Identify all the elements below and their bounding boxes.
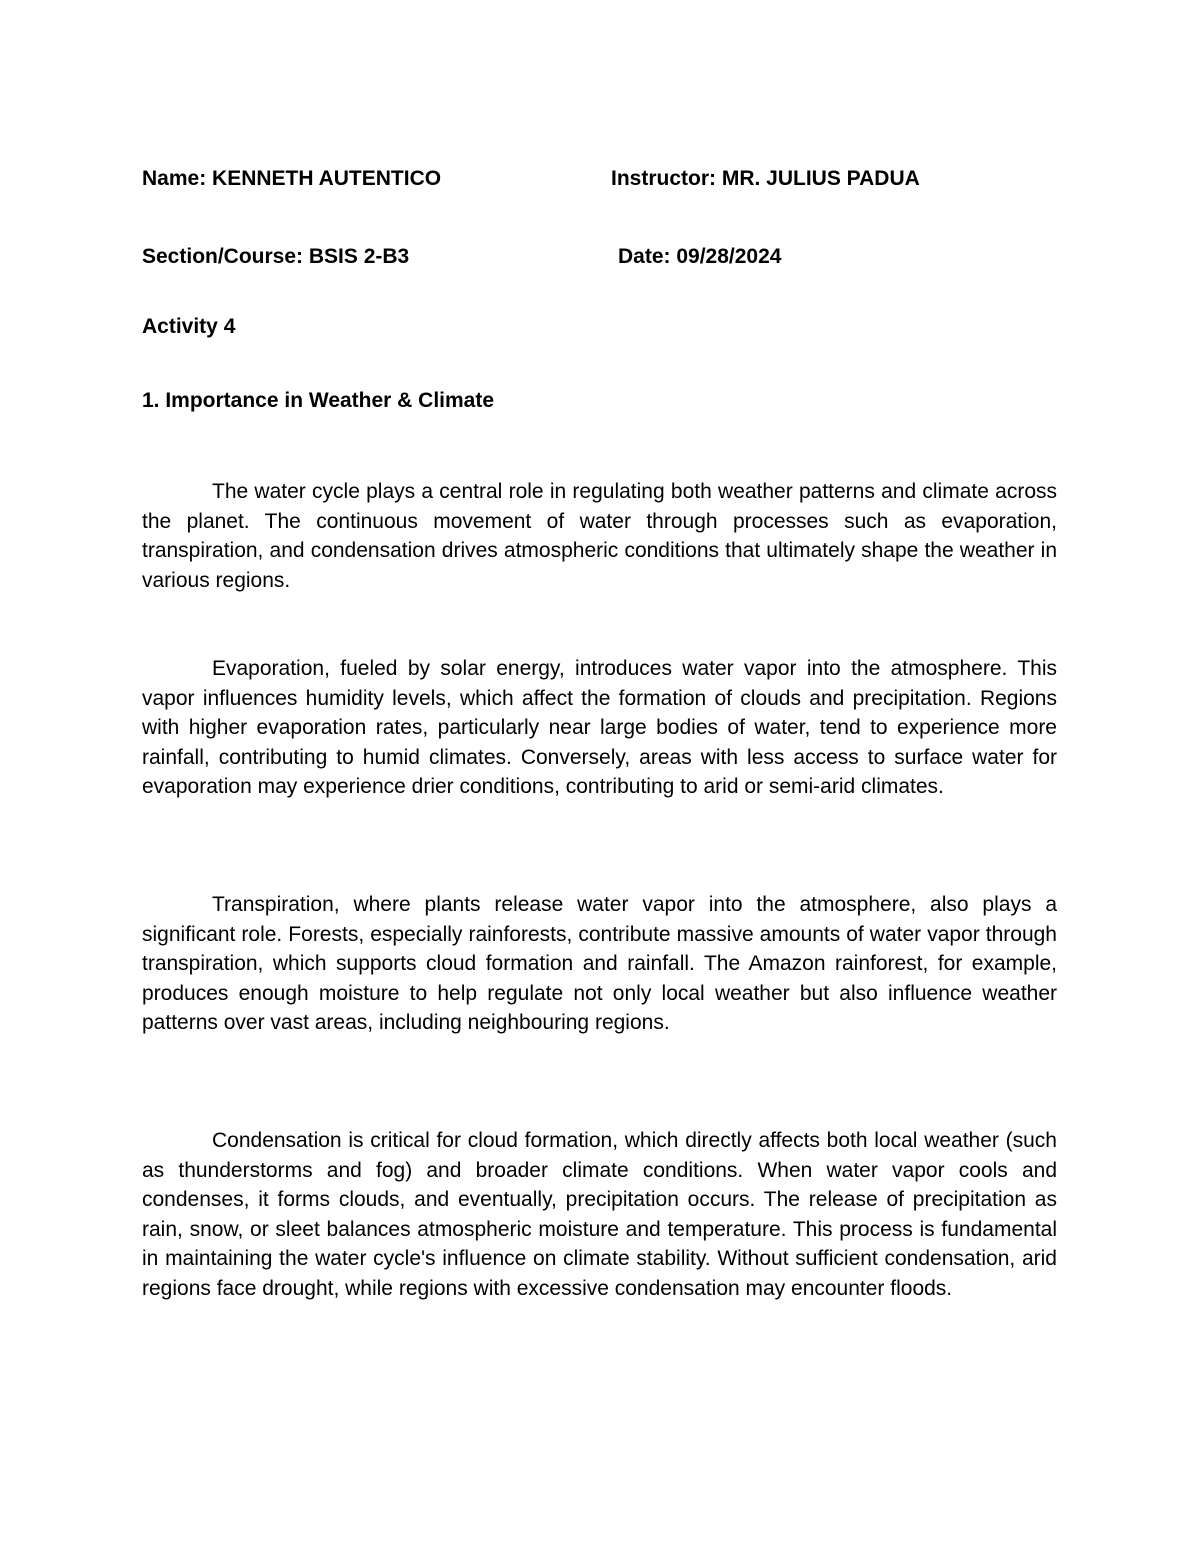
date-label: Date: xyxy=(618,245,671,268)
paragraph-water-cycle: The water cycle plays a central role in regulating both weather patterns and climate across the planet. The continuous movement of water through processes such as evaporation, transpiration, and condensation drives atmospheric conditions that ultimately shape the weather in various regions. xyxy=(142,480,1057,592)
paragraph-condensation: Condensation is critical for cloud formation, which directly affects both local weather (such as thunderstorms and fog) and broader climate conditions. When water vapor cools and condenses, it forms clouds, and eventually, precipitation occurs. The release of precipitation as rain, snow, or sleet balances atmospheric moisture and temperature. This process is fundamental in maintaining the water cycle's influence on climate stability. Without sufficient condensation, arid regions face drought, while regions with excessive condensation may encounter floods. xyxy=(142,1129,1057,1300)
instructor-label: Instructor: xyxy=(611,167,716,190)
instructor-value: MR. JULIUS PADUA xyxy=(721,167,920,190)
section-field xyxy=(142,245,409,269)
section-label: Section/Course: xyxy=(142,245,304,268)
instructor-field xyxy=(611,167,920,191)
name-value: KENNETH AUTENTICO xyxy=(212,167,442,190)
date-value: 09/28/2024 xyxy=(676,245,782,268)
paragraph-evaporation: Evaporation, fueled by solar energy, introduces water vapor into the atmosphere. This vapor influences humidity levels, which affect the formation of clouds and precipitation. Regions with higher evaporation rates, particularly near large bodies of water, tend to experience more rainfall, contributing to humid climates. Conversely, areas with less access to surface water for evaporation may experience drier conditions, contributing to arid or semi-arid climates. xyxy=(142,657,1057,798)
date-field xyxy=(618,245,781,269)
paragraph-transpiration: Transpiration, where plants release water vapor into the atmosphere, also plays a significant role. Forests, especially rainforests, contribute massive amounts of water vapor through transpiration, which supports cloud formation and rainfall. The Amazon rainforest, for example, produces enough moisture to help regulate not only local weather but also influence weather patterns over vast areas, including neighbouring regions. xyxy=(142,893,1057,1034)
section-heading: 1. Importance in Weather & Climate xyxy=(142,389,495,412)
name-label: Name: xyxy=(142,167,207,190)
activity-title: Activity 4 xyxy=(142,315,236,338)
section-value: BSIS 2-B3 xyxy=(308,245,410,268)
name-field xyxy=(142,167,441,191)
